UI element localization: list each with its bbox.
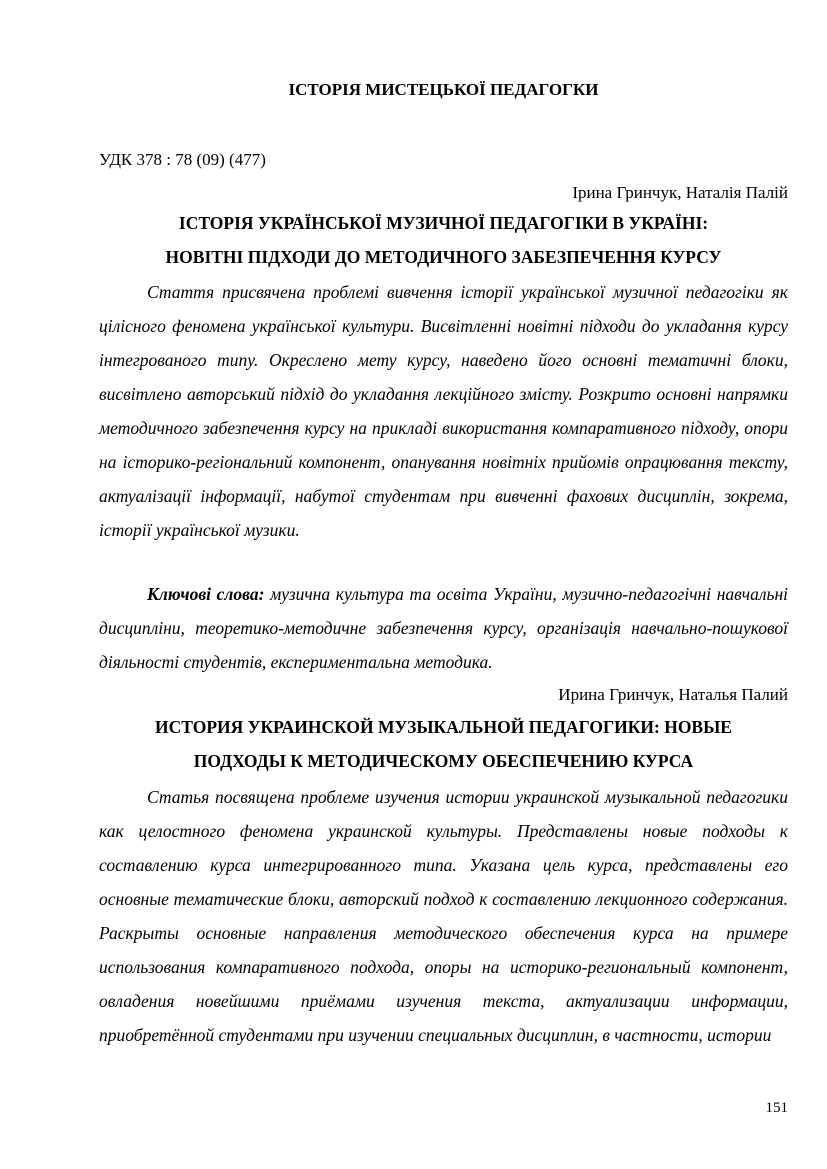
title-line-1: ІСТОРІЯ УКРАЇНСЬКОЇ МУЗИЧНОЇ ПЕДАГОГІКИ В УКРАЇНІ: (178, 213, 709, 233)
article-title-russian (99, 710, 788, 778)
abstract-russian: Статья посвящена проблеме изучения истории украинской музыкальной педагогики как целостного феномена украинской культуры. Представлены новые подходы к составлению курса интегрированного типа. Указана цель курса, представлены его основные тематические блоки, авторский подход к составлению лекционного содержания. Раскрыты основные направления методического обеспечения курса на примере использования компаративного подхода, опоры на историко-региональный компонент, овладения новейшими приёмами изучения текста, актуализации информации, приобретённой студентами при изучении специальных дисциплин, в частности, истории (99, 787, 788, 1045)
authors-ukrainian: Ірина Гринчук, Наталія Палій (572, 183, 788, 202)
keywords-text: музична культура та освіта України, музично-педагогічні навчальні дисципліни, теоретико-методичне забезпечення курсу, організація навчально-пошукової діяльності студентів, експериментальна методика. (99, 584, 788, 672)
title-line-1: ИСТОРИЯ УКРАИНСКОЙ МУЗЫКАЛЬНОЙ ПЕДАГОГИКИ: НОВЫЕ (155, 717, 732, 737)
authors-russian: Ирина Гринчук, Наталья Палий (558, 685, 788, 704)
title-line-2: ПОДХОДЫ К МЕТОДИЧЕСКОМУ ОБЕСПЕЧЕНИЮ КУРСА (193, 751, 694, 771)
title-line-2: НОВІТНІ ПІДХОДИ ДО МЕТОДИЧНОГО ЗАБЕЗПЕЧЕННЯ КУРСУ (165, 247, 722, 267)
keywords-ukrainian (99, 577, 788, 679)
abstract-ukrainian: Стаття присвячена проблемі вивчення історії української музичної педагогіки як цілісного феномена української культури. Висвітленні новітні підходи до укладання курсу інтегрованого типу. Окреслено мету курсу, наведено його основні тематичні блоки, висвітлено авторський підхід до укладання лекційного змісту. Розкрито основні напрямки методичного забезпечення курсу на прикладі використання компаративного підходу, опори на історико-регіональний компонент, опанування новітніх прийомів опрацювання тексту, актуалізації інформації, набутої студентам при вивченні фахових дисциплін, зокрема, історії української музики. (99, 282, 788, 540)
article-title-ukrainian (99, 206, 788, 274)
section-title: ІСТОРІЯ МИСТЕЦЬКОЇ ПЕДАГОГКИ (288, 80, 599, 99)
udk-code: УДК 378 : 78 (09) (477) (99, 150, 266, 169)
page-number: 151 (765, 1100, 788, 1116)
keywords-label: Ключові слова: (147, 584, 265, 604)
